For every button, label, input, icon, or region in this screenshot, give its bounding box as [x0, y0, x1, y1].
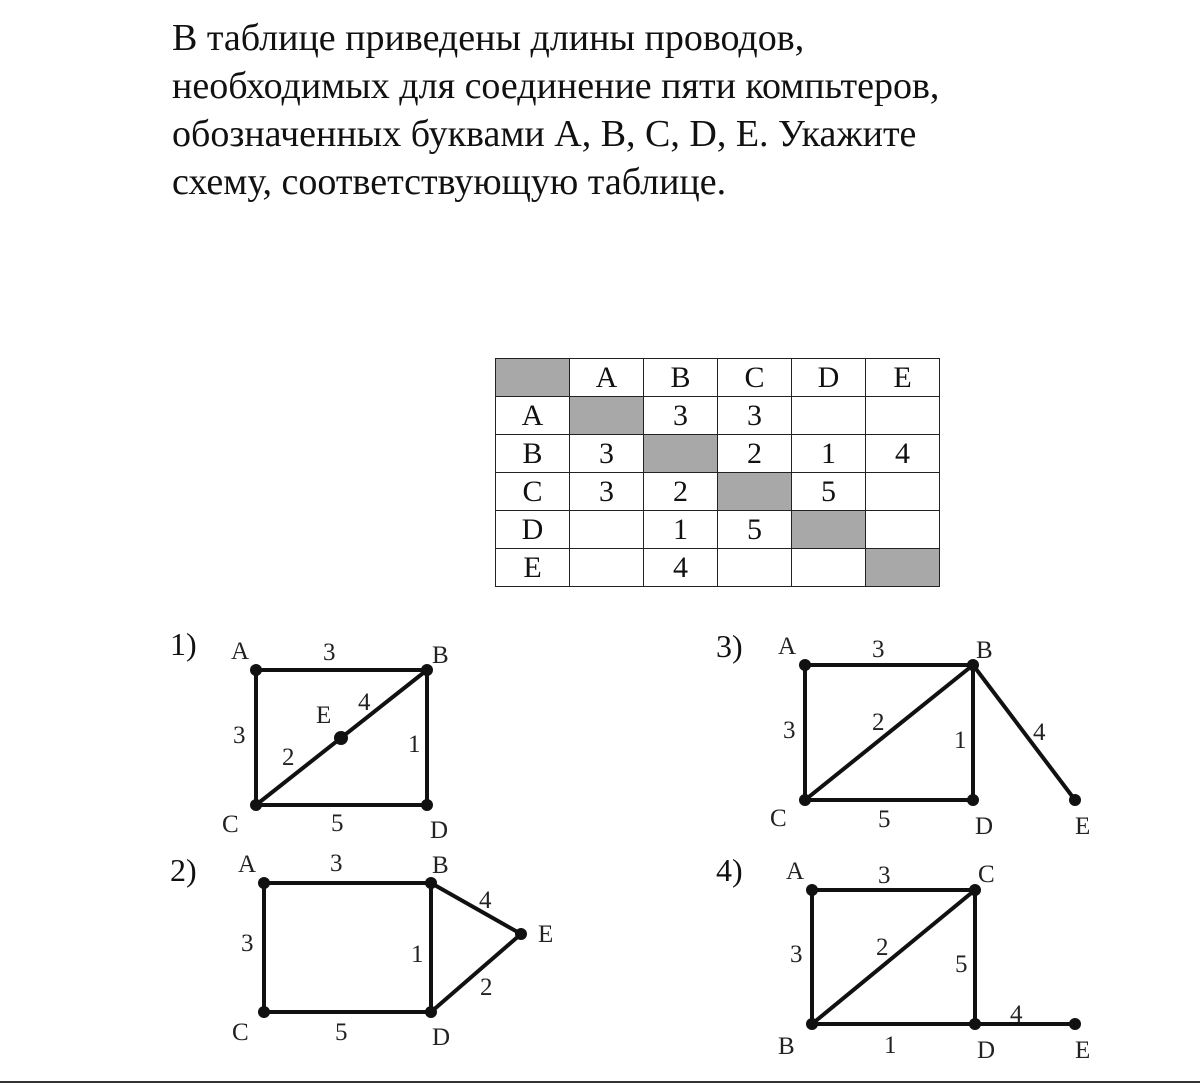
edge-label: 5: [335, 1019, 348, 1046]
node-label: A: [786, 858, 805, 885]
table-header-cell: E: [866, 359, 940, 397]
edge-label: 5: [878, 806, 891, 833]
table-cell: 2: [644, 473, 718, 511]
question-line: схему, соответствующую таблице.: [172, 161, 727, 203]
node-label: C: [770, 805, 787, 832]
question-line: обозначенных буквами A, B, C, D, E. Укажите: [172, 113, 917, 155]
edge-label: 3: [233, 722, 246, 749]
table-cell: 4: [644, 549, 718, 587]
edge-label: 2: [480, 974, 493, 1001]
bottom-divider: [0, 1081, 1200, 1083]
question-line: необходимых для соединение пяти компьтеров,: [172, 65, 940, 107]
edge-label: 4: [1033, 719, 1046, 746]
table-cell: 3: [644, 397, 718, 435]
edge-label: 2: [282, 744, 295, 771]
table-cell: 3: [570, 473, 644, 511]
table-cell: 4: [866, 435, 940, 473]
table-row-header: C: [496, 473, 570, 511]
table-header-cell: B: [644, 359, 718, 397]
node-label: D: [977, 1037, 996, 1064]
node-label: A: [238, 851, 257, 878]
edge-label: 4: [358, 689, 371, 716]
node-label: D: [975, 813, 994, 840]
node-label: E: [1075, 813, 1091, 840]
edge-label: 1: [884, 1032, 897, 1059]
edge-label: 3: [783, 717, 796, 744]
edge-label: 4: [479, 887, 492, 914]
node-label: A: [778, 633, 797, 660]
edge-label: 3: [878, 862, 891, 889]
node-dot: [806, 884, 818, 896]
table-header-cell: D: [792, 359, 866, 397]
node-dot: [969, 1018, 981, 1030]
node-label: E: [316, 702, 332, 729]
table-header-cell: C: [718, 359, 792, 397]
table-cell: 3: [718, 397, 792, 435]
table-cell: 5: [718, 511, 792, 549]
node-label: B: [976, 637, 993, 664]
table-header-cell: A: [570, 359, 644, 397]
node-label: C: [232, 1019, 249, 1046]
node-label: E: [1075, 1037, 1091, 1064]
edge-label: 3: [241, 930, 254, 957]
edge-label: 1: [954, 727, 967, 754]
node-label: E: [538, 921, 554, 948]
node-label: D: [432, 1024, 451, 1051]
option-1-label[interactable]: 1): [170, 626, 197, 662]
edge-label: 3: [323, 639, 336, 666]
table-cell: 1: [644, 511, 718, 549]
edge-label: 1: [411, 941, 424, 968]
node-dot: [1069, 1018, 1081, 1030]
option-2-label[interactable]: 2): [170, 852, 197, 888]
edge-label: 5: [331, 810, 344, 837]
node-dot: [806, 1018, 818, 1030]
table-row-header: E: [496, 549, 570, 587]
edge-label: 5: [955, 951, 968, 978]
table-row-header: B: [496, 435, 570, 473]
edge-label: 3: [872, 636, 885, 663]
table-row-header: A: [496, 397, 570, 435]
edge-label: 4: [1010, 1001, 1023, 1028]
node-label: B: [432, 642, 449, 669]
node-label: C: [978, 861, 995, 888]
edge-b-c: [812, 890, 975, 1024]
node-label: A: [231, 638, 250, 665]
table-cell: 1: [792, 435, 866, 473]
edge-label: 2: [876, 934, 889, 961]
option-3-label[interactable]: 3): [716, 628, 743, 664]
edge-label: 3: [790, 941, 803, 968]
node-label: D: [430, 817, 449, 844]
edge-label: 2: [872, 709, 885, 736]
table-cell: 5: [792, 473, 866, 511]
table-cell: 2: [718, 435, 792, 473]
node-label: B: [778, 1033, 795, 1060]
table-row-header: D: [496, 511, 570, 549]
option-4-label[interactable]: 4): [716, 852, 743, 888]
table-cell: 3: [570, 435, 644, 473]
question-line: В таблице приведены длины проводов,: [172, 17, 805, 59]
node-label: C: [222, 811, 239, 838]
edge-label: 3: [330, 850, 343, 877]
node-label: B: [432, 852, 449, 879]
edge-label: 1: [408, 731, 421, 758]
